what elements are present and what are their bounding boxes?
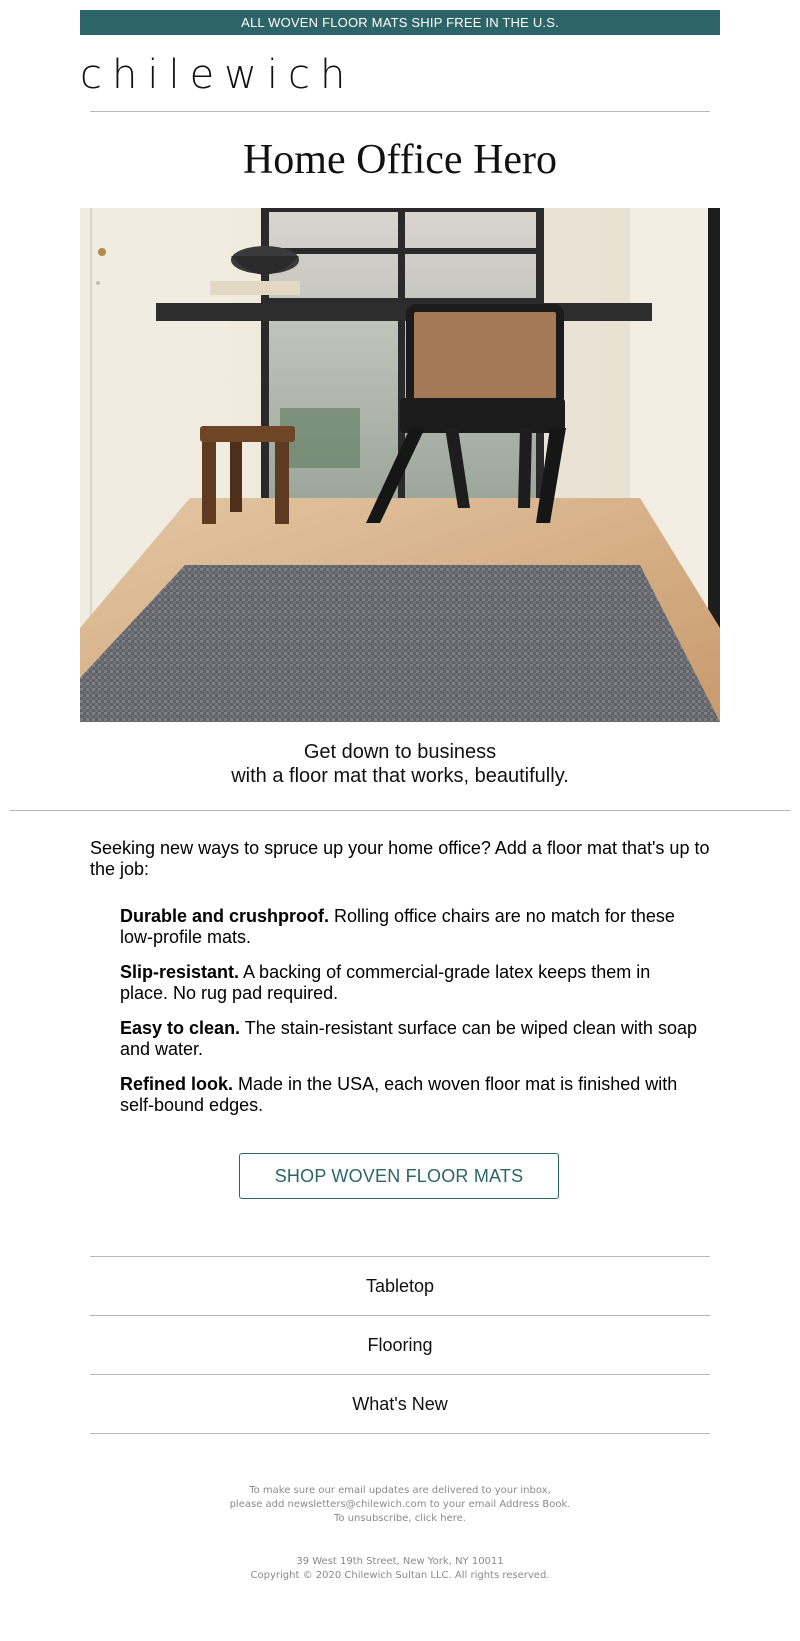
footer-copyright: Copyright © 2020 Chilewich Sultan LLC. All rights reserved. xyxy=(250,1570,550,1581)
feature-text: The stain-resistant surface can be wiped clean with soap and water. xyxy=(120,1018,697,1059)
tagline-line-1: Get down to business xyxy=(303,741,497,763)
shop-woven-floor-mats-button[interactable]: SHOP WOVEN FLOOR MATS xyxy=(239,1153,559,1199)
intro-paragraph: Seeking new ways to spruce up your home office? Add a floor mat that's up to the job: xyxy=(90,838,710,879)
nav-divider xyxy=(90,1374,710,1375)
feature-text: Rolling office chairs are no match for these low-profile mats. xyxy=(120,906,675,947)
nav-divider xyxy=(90,1315,710,1316)
email-notice xyxy=(80,1484,720,1526)
nav-link-flooring[interactable]: Flooring xyxy=(367,1335,433,1355)
promo-banner[interactable]: ALL WOVEN FLOOR MATS SHIP FREE IN THE U.S. xyxy=(80,10,720,35)
feature-item xyxy=(120,906,700,948)
feature-list xyxy=(120,906,700,1130)
nav-divider xyxy=(90,1256,710,1257)
feature-title: Refined look. xyxy=(120,1074,234,1094)
page-title: Home Office Hero xyxy=(242,137,558,183)
brand-logo[interactable]: chilewich xyxy=(80,52,356,98)
tagline xyxy=(80,740,720,788)
feature-title: Easy to clean. xyxy=(120,1018,241,1038)
office-photo-icon xyxy=(80,208,720,722)
nav-divider xyxy=(90,1433,710,1434)
tagline-line-2: with a floor mat that works, beautifully. xyxy=(231,765,569,787)
feature-title: Durable and crushproof. xyxy=(120,906,330,926)
footer-legal xyxy=(80,1555,720,1583)
feature-item xyxy=(120,962,700,1004)
feature-text: A backing of commercial-grade latex keeps them in place. No rug pad required. xyxy=(120,962,651,1003)
section-divider xyxy=(10,810,790,811)
footer-address: 39 West 19th Street, New York, NY 10011 xyxy=(296,1556,504,1567)
feature-text: Made in the USA, each woven floor mat is finished with self-bound edges. xyxy=(120,1074,678,1115)
nav-link-tabletop[interactable]: Tabletop xyxy=(365,1276,435,1296)
header-divider xyxy=(90,111,710,112)
nav-link-whats-new[interactable]: What's New xyxy=(352,1394,448,1414)
email-notice-line-2: please add newsletters@chilewich.com to your email Address Book. xyxy=(229,1499,571,1510)
email-notice-line-1: To make sure our email updates are delivered to your inbox, xyxy=(249,1485,551,1496)
hero-image[interactable] xyxy=(80,208,720,722)
feature-item xyxy=(120,1018,700,1060)
feature-title: Slip-resistant. xyxy=(120,962,240,982)
unsubscribe-link[interactable]: To unsubscribe, click here. xyxy=(334,1513,466,1524)
feature-item xyxy=(120,1074,700,1116)
